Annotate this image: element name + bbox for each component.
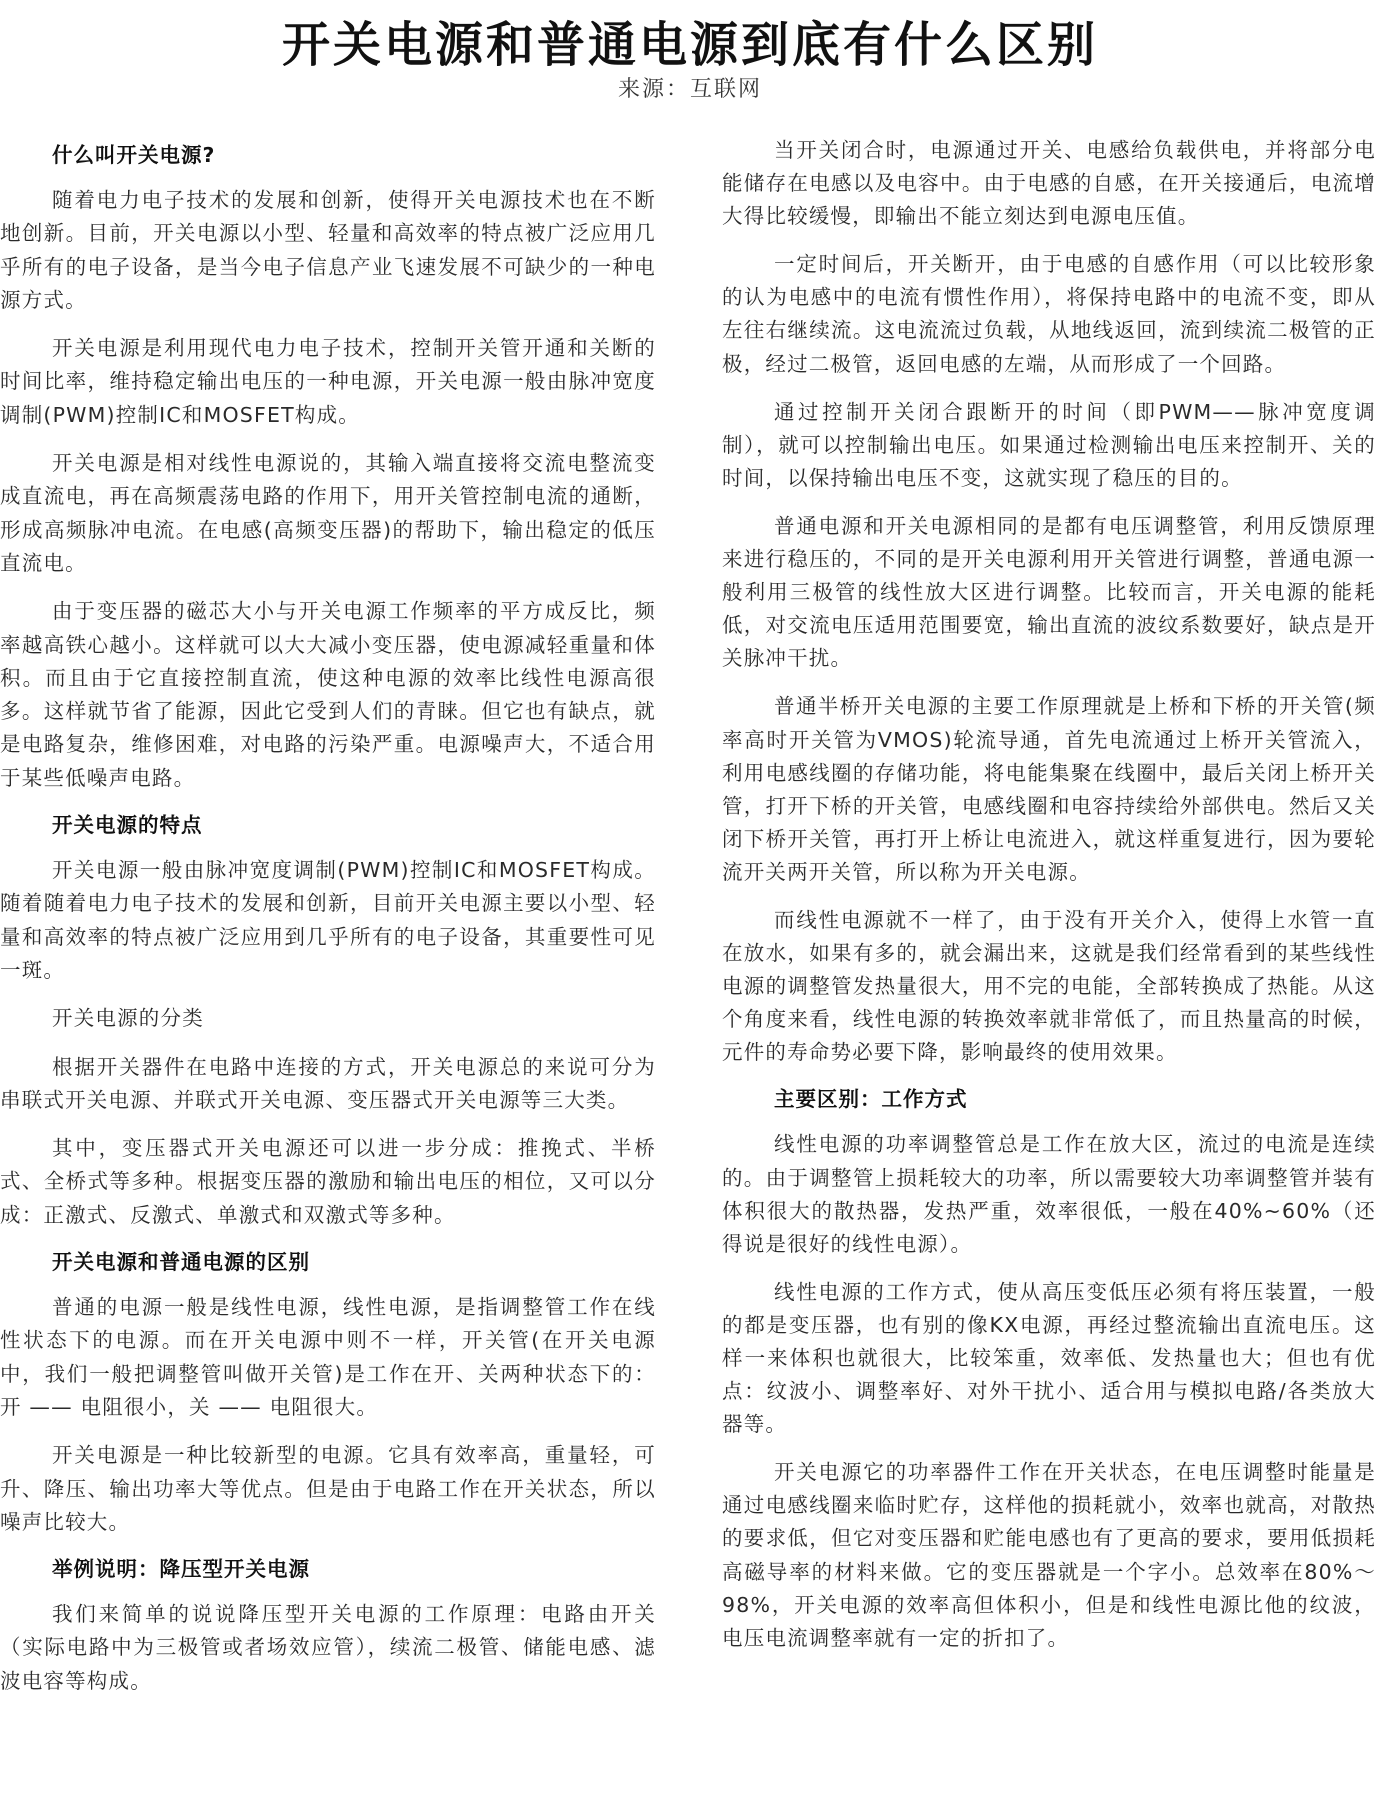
paragraph: 根据开关器件在电路中连接的方式，开关电源总的来说可分为串联式开关电源、并联式开关电源、变压器式开关电源等三大类。 <box>0 1054 656 1112</box>
paragraph: 通过控制开关闭合跟断开的时间（即PWM——脉冲宽度调制），就可以控制输出电压。如果通过检测输出电压来控制开、关的时间，以保持输出电压不变，这就实现了稳压的目的。 <box>722 399 1376 490</box>
paragraph: 由于变压器的磁芯大小与开关电源工作频率的平方成反比，频率越高铁心越小。这样就可以大大减小变压器，使电源减轻重量和体积。而且由于它直接控制直流，使这种电源的效率比线性电源高很多。这样就节省了能源，因此它受到人们的青睐。但它也有缺点，就是电路复杂，维修困难，对电路的污染严重。电源噪声大，不适合用于某些低噪声电路。 <box>0 599 656 790</box>
article-title: 开关电源和普通电源到底有什么区别 <box>281 17 1098 73</box>
section-heading: 开关电源和普通电源的区别 <box>52 1250 310 1275</box>
paragraph: 随着电力电子技术的发展和创新，使得开关电源技术也在不断地创新。目前，开关电源以小型、轻量和高效率的特点被广泛应用几乎所有的电子设备，是当今电子信息产业飞速发展不可缺少的一种电源方式。 <box>0 188 656 312</box>
subheading: 开关电源的分类 <box>52 1006 204 1031</box>
paragraph: 普通电源和开关电源相同的是都有电压调整管，利用反馈原理来进行稳压的，不同的是开关电源利用开关管进行调整，普通电源一般利用三极管的线性放大区进行调整。比较而言，开关电源的能耗低，对交流电压适用范围要宽，输出直流的波纹系数要好，缺点是开关脉冲干扰。 <box>722 513 1376 671</box>
section-heading: 什么叫开关电源? <box>52 143 216 167</box>
paragraph: 当开关闭合时，电源通过开关、电感给负载供电，并将部分电能储存在电感以及电容中。由于电感的自感，在开关接通后，电流增大得比较缓慢，即输出不能立刻达到电源电压值。 <box>722 138 1376 229</box>
section-heading: 举例说明：降压型开关电源 <box>52 1557 310 1582</box>
paragraph: 线性电源的功率调整管总是工作在放大区，流过的电流是连续的。由于调整管上损耗较大的功率，所以需要较大功率调整管并装有体积很大的散热器，发热严重，效率很低，一般在40%~60%（还得说是很好的线性电源）。 <box>722 1132 1376 1256</box>
paragraph: 普通半桥开关电源的主要工作原理就是上桥和下桥的开关管(频率高时开关管为VMOS)轮流导通，首先电流通过上桥开关管流入，利用电感线圈的存储功能，将电能集聚在线圈中，最后关闭上桥开关管，打开下桥的开关管，电感线圈和电容持续给外部供电。然后又关闭下桥开关管，再打开上桥让电流进入，就这样重复进行，因为要轮流开关两开关管，所以称为开关电源。 <box>722 694 1376 884</box>
paragraph: 开关电源是相对线性电源说的，其输入端直接将交流电整流变成直流电，再在高频震荡电路的作用下，用开关管控制电流的通断，形成高频脉冲电流。在电感(高频变压器)的帮助下，输出稳定的低压直流电。 <box>0 451 656 575</box>
article-source: 来源：互联网 <box>617 77 762 102</box>
paragraph: 普通的电源一般是线性电源，线性电源，是指调整管工作在线性状态下的电源。而在开关电源中则不一样，开关管(在开关电源中，我们一般把调整管叫做开关管)是工作在开、关两种状态下的：开 —— 电阻很小，关 —— 电阻很大。 <box>0 1295 656 1419</box>
paragraph: 一定时间后，开关断开，由于电感的自感作用（可以比较形象的认为电感中的电流有惯性作用），将保持电路中的电流不变，即从左往右继续流。这电流流过负载，从地线返回，流到续流二极管的正极，经过二极管，返回电感的左端，从而形成了一个回路。 <box>722 252 1376 376</box>
section-heading: 开关电源的特点 <box>52 813 203 838</box>
paragraph: 我们来简单的说说降压型开关电源的工作原理：电路由开关（实际电路中为三极管或者场效应管），续流二极管、储能电感、滤波电容等构成。 <box>0 1602 656 1693</box>
paragraph: 开关电源是利用现代电力电子技术，控制开关管开通和关断的时间比率，维持稳定输出电压的一种电源，开关电源一般由脉冲宽度调制(PWM)控制IC和MOSFET构成。 <box>0 336 656 427</box>
paragraph: 其中，变压器式开关电源还可以进一步分成：推挽式、半桥式、全桥式等多种。根据变压器的激励和输出电压的相位，又可以分成：正激式、反激式、单激式和双激式等多种。 <box>0 1136 656 1227</box>
paragraph: 开关电源它的功率器件工作在开关状态，在电压调整时能量是通过电感线圈来临时贮存，这样他的损耗就小，效率也就高，对散热的要求低，但它对变压器和贮能电感也有了更高的要求，要用低损耗高磁导率的材料来做。它的变压器就是一个字小。总效率在80%～98%，开关电源的效率高但体积小，但是和线性电源比他的纹波，电压电流调整率就有一定的折扣了。 <box>722 1460 1376 1650</box>
right-column <box>722 134 1376 1670</box>
paragraph: 开关电源是一种比较新型的电源。它具有效率高，重量轻，可升、降压、输出功率大等优点。但是由于电路工作在开关状态，所以噪声比较大。 <box>0 1443 656 1534</box>
left-column <box>0 134 656 1713</box>
paragraph: 而线性电源就不一样了，由于没有开关介入，使得上水管一直在放水，如果有多的，就会漏出来，这就是我们经常看到的某些线性电源的调整管发热量很大，用不完的电能，全部转换成了热能。从这个角度来看，线性电源的转换效率就非常低了，而且热量高的时候，元件的寿命势必要下降，影响最终的使用效果。 <box>722 907 1376 1065</box>
paragraph: 线性电源的工作方式，使从高压变低压必须有将压装置，一般的都是变压器，也有别的像KX电源，再经过整流输出直流电压。这样一来体积也就很大，比较笨重，效率低、发热量也大；但也有优点：纹波小、调整率好、对外干扰小、适合用与模拟电路/各类放大器等。 <box>722 1279 1376 1437</box>
paragraph: 开关电源一般由脉冲宽度调制(PWM)控制IC和MOSFET构成。随着随着电力电子技术的发展和创新，目前开关电源主要以小型、轻量和高效率的特点被广泛应用到几乎所有的电子设备，其重要性可见一斑。 <box>0 858 656 982</box>
section-heading: 主要区别：工作方式 <box>774 1087 968 1112</box>
